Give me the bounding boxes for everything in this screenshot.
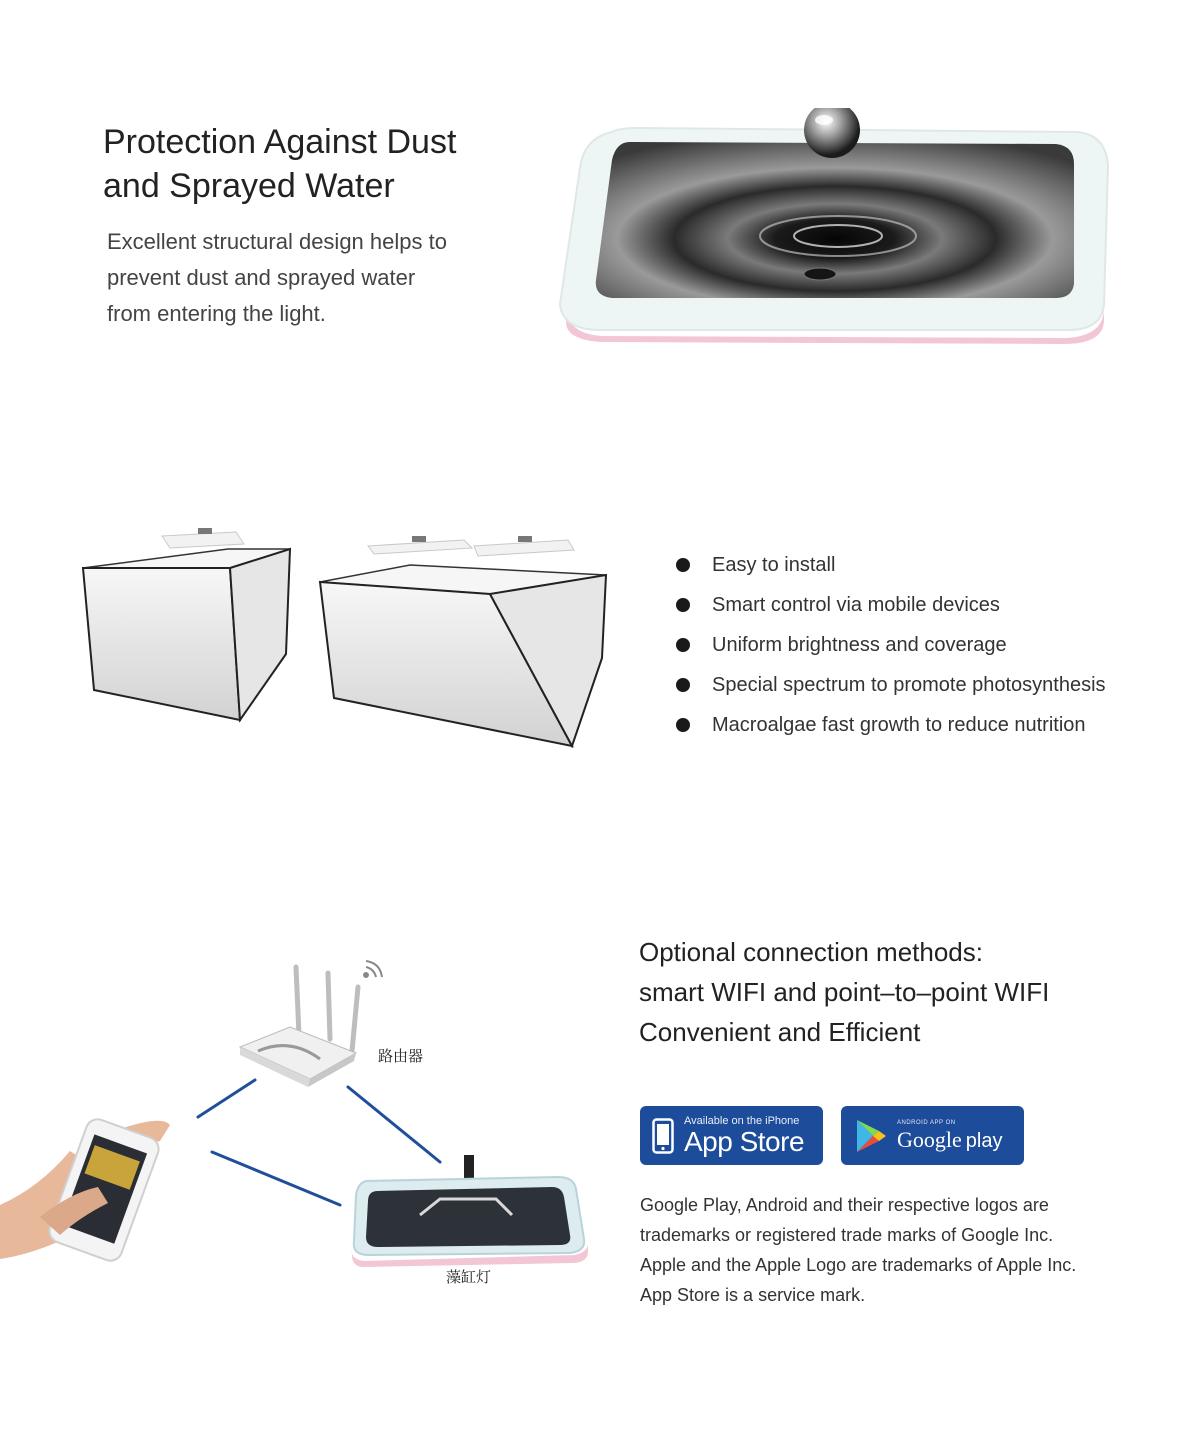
feature-list bbox=[676, 545, 1106, 745]
feature-item: Smart control via mobile devices bbox=[676, 585, 1106, 625]
small-aquarium-tank bbox=[83, 549, 290, 720]
protection-desc-line1: Excellent structural design helps to bbox=[107, 229, 447, 254]
bullet-icon bbox=[676, 638, 690, 652]
protection-description bbox=[107, 224, 527, 332]
trademark-line2: trademarks or registered trade marks of Google Inc. bbox=[640, 1225, 1054, 1245]
aquarium-tanks-image bbox=[78, 522, 613, 757]
feature-item: Macroalgae fast growth to reduce nutrition bbox=[676, 705, 1106, 745]
algae-lamp-label: 藻缸灯 bbox=[446, 1268, 492, 1286]
bullet-icon bbox=[676, 678, 690, 692]
hand-with-phone-image bbox=[0, 1116, 170, 1264]
feature-item: Uniform brightness and coverage bbox=[676, 625, 1106, 665]
google-play-text: play bbox=[965, 1129, 1003, 1152]
feature-item: Easy to install bbox=[676, 545, 1106, 585]
light-panel-water-image bbox=[556, 108, 1112, 344]
wifi-signal-icon bbox=[364, 961, 382, 977]
double-light-fixture bbox=[368, 536, 574, 556]
algae-lamp-image bbox=[352, 1155, 588, 1267]
router-label: 路由器 bbox=[378, 1047, 424, 1065]
google-play-badge[interactable] bbox=[841, 1106, 1024, 1165]
connection-title-line1: Optional connection methods: bbox=[639, 937, 983, 967]
protection-desc-line3: from entering the light. bbox=[107, 301, 326, 326]
connection-title bbox=[639, 932, 1159, 1052]
connection-title-line2: smart WIFI and point–to–point WIFI bbox=[639, 977, 1050, 1007]
bullet-icon bbox=[676, 558, 690, 572]
protection-title bbox=[103, 120, 543, 208]
app-store-big-text: App Store bbox=[684, 1125, 805, 1157]
single-light-fixture bbox=[162, 528, 244, 548]
connection-title-line3: Convenient and Efficient bbox=[639, 1017, 921, 1047]
bullet-icon bbox=[676, 598, 690, 612]
google-play-small-text: ANDROID APP ON bbox=[897, 1119, 956, 1126]
protection-desc-line2: prevent dust and sprayed water bbox=[107, 265, 416, 290]
google-brand-text: Google bbox=[897, 1126, 962, 1152]
trademark-line1: Google Play, Android and their respective logos are bbox=[640, 1195, 1049, 1215]
protection-title-line1: Protection Against Dust bbox=[103, 123, 457, 161]
large-aquarium-tank bbox=[320, 565, 606, 746]
trademark-notice bbox=[640, 1190, 1160, 1310]
trademark-line4: App Store is a service mark. bbox=[640, 1285, 866, 1305]
google-play-triangle-icon bbox=[853, 1118, 889, 1154]
protection-title-line2: and Sprayed Water bbox=[103, 167, 395, 205]
router-image bbox=[240, 967, 358, 1087]
app-store-badge[interactable] bbox=[640, 1106, 823, 1165]
bullet-icon bbox=[676, 718, 690, 732]
apple-phone-icon bbox=[652, 1118, 674, 1154]
app-store-small-text: Available on the iPhone bbox=[684, 1114, 800, 1127]
trademark-line3: Apple and the Apple Logo are trademarks of Apple Inc. bbox=[640, 1255, 1077, 1275]
connection-diagram bbox=[0, 955, 600, 1295]
feature-item: Special spectrum to promote photosynthesis bbox=[676, 665, 1106, 705]
